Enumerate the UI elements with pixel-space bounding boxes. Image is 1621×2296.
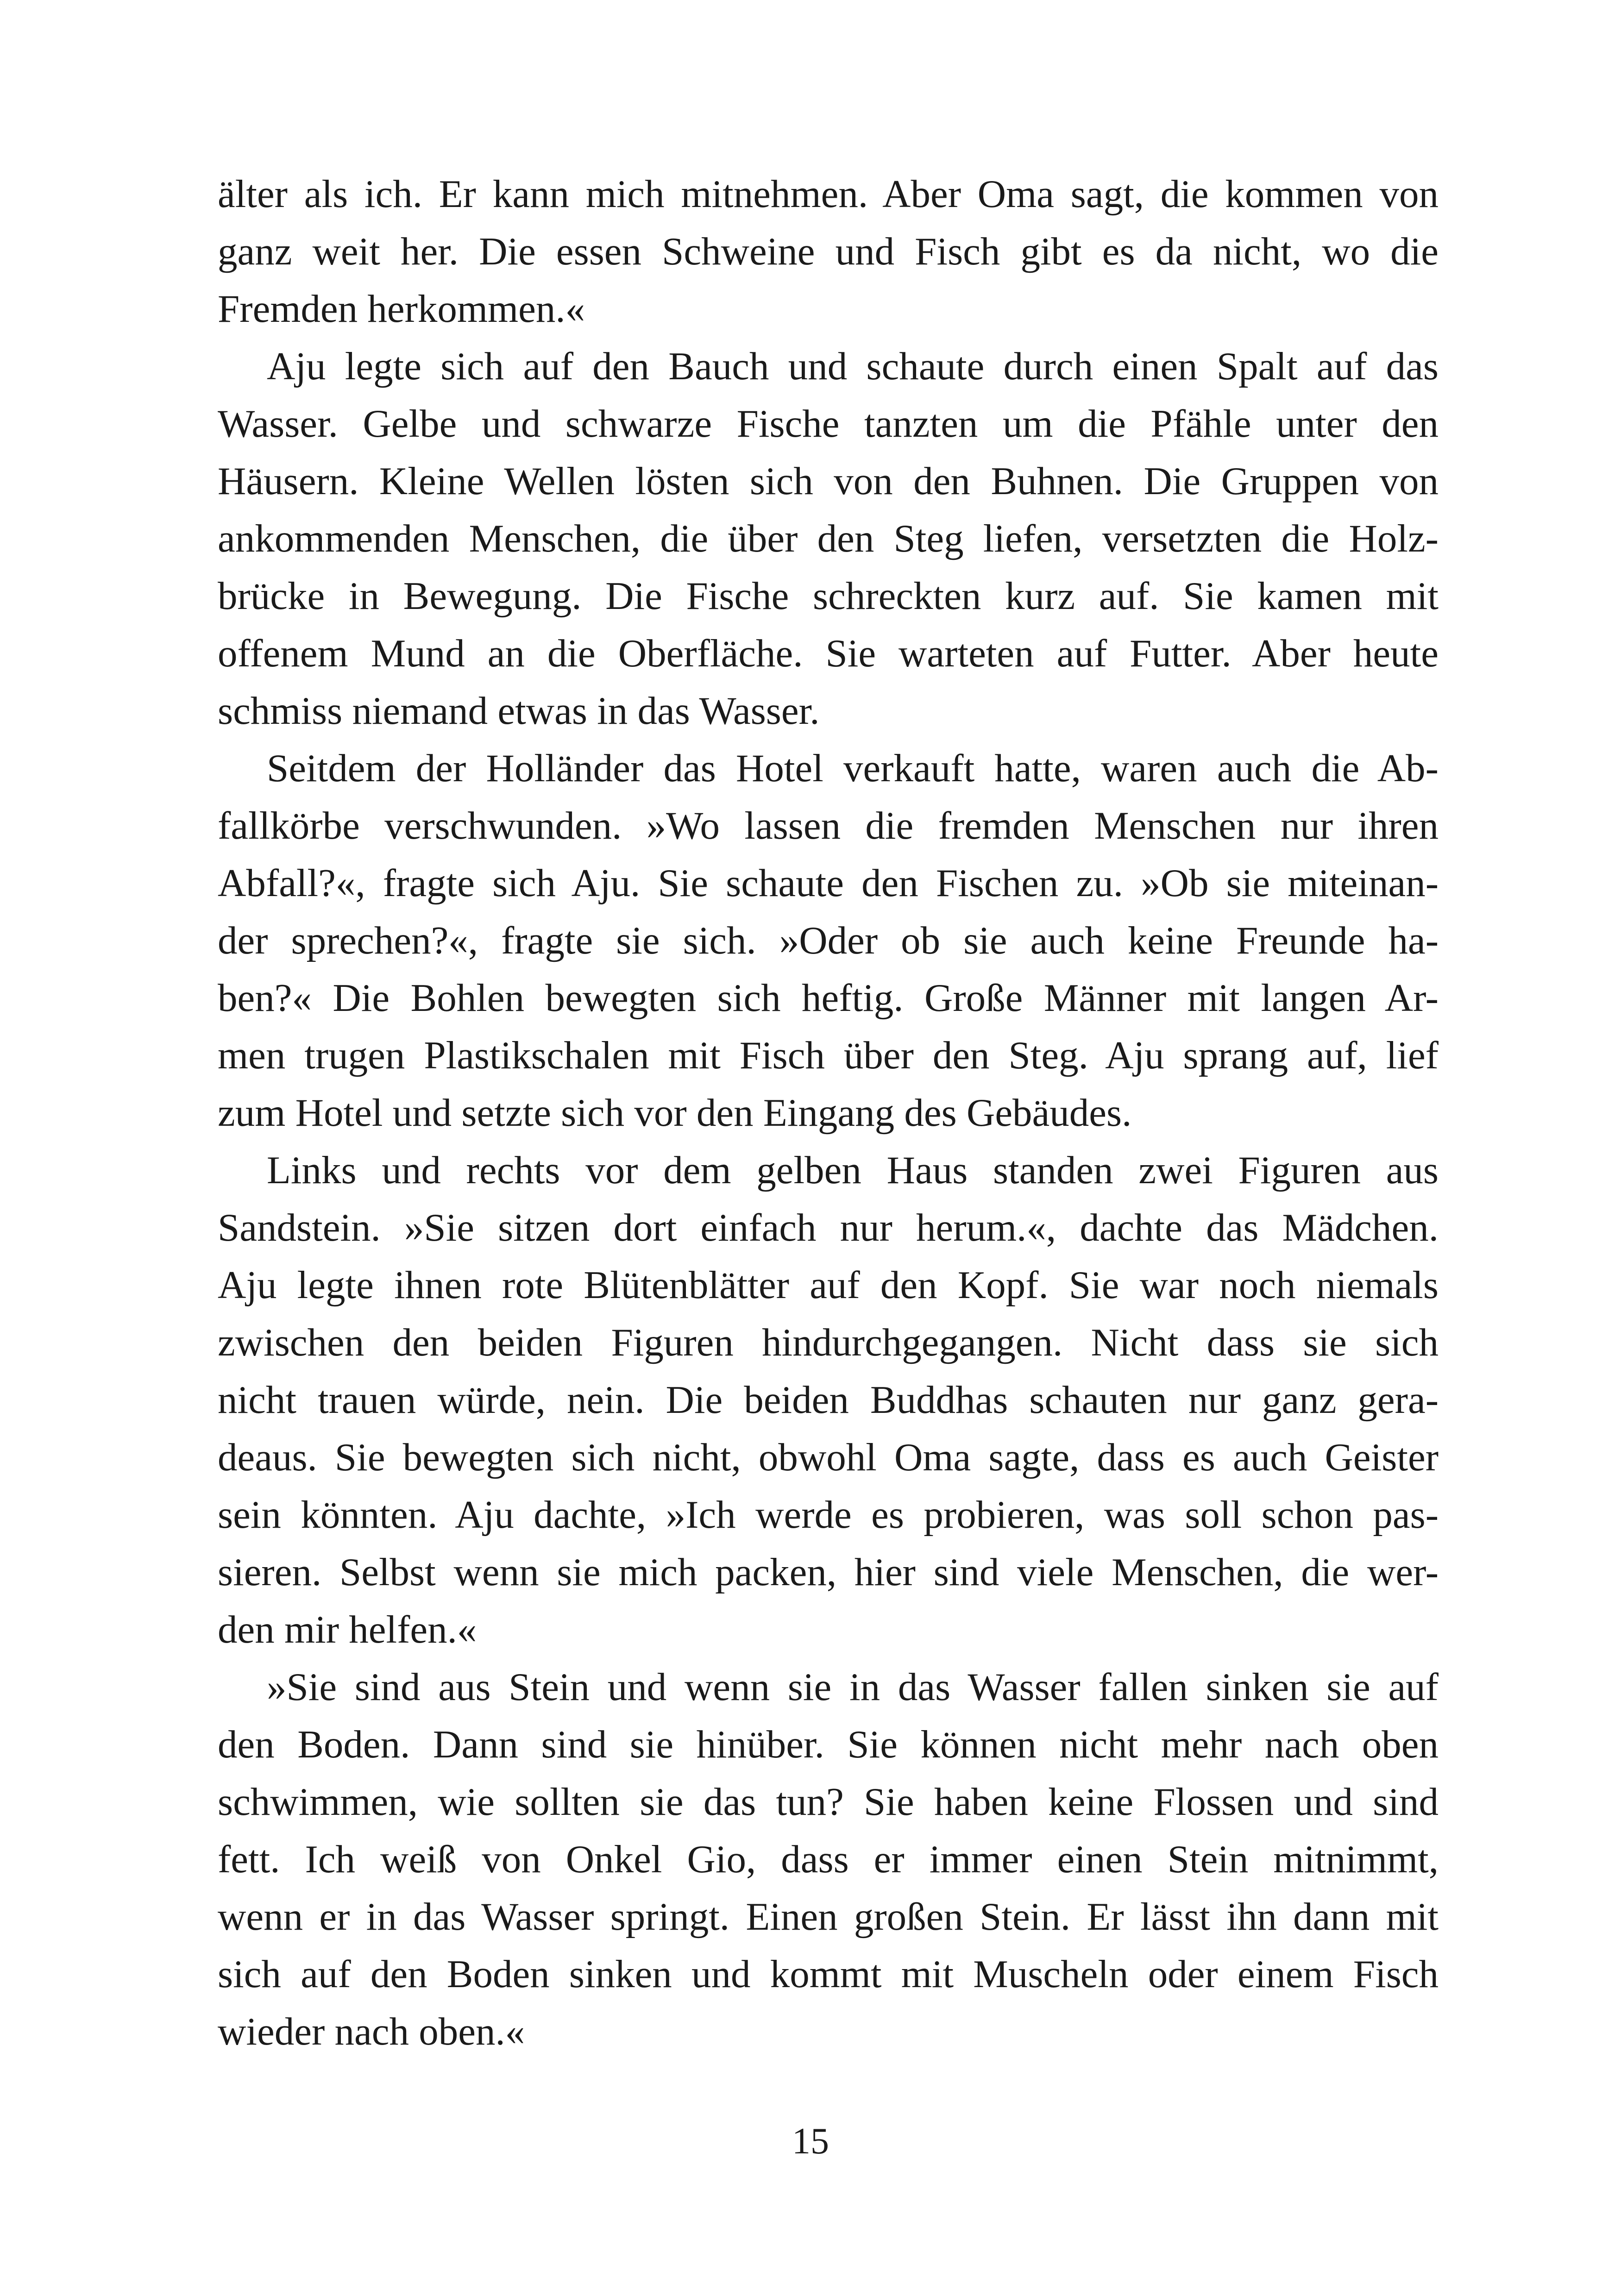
text-line: Wasser. Gelbe und schwarze Fische tanzten um die Pfähle unter den [218, 402, 1439, 445]
text-line: »Sie sind aus Stein und wenn sie in das Wasser fallen sinken sie auf [267, 1665, 1439, 1709]
text-line: ganz weit her. Die essen Schweine und Fisch gibt es da nicht, wo die [218, 230, 1439, 273]
paragraph-1 [218, 165, 1439, 338]
paragraph-5 [218, 1658, 1439, 2060]
text-line: der sprechen?«, fragte sie sich. »Oder ob sie auch keine Freunde ha- [218, 919, 1439, 962]
text-line: deaus. Sie bewegten sich nicht, obwohl Oma sagte, dass es auch Geister [218, 1436, 1439, 1479]
page-number: 15 [792, 2121, 829, 2162]
text-line: men trugen Plastikschalen mit Fisch über den Steg. Aju sprang auf, lief [218, 1034, 1439, 1077]
text-line: ben?« Die Bohlen bewegten sich heftig. Große Männer mit langen Ar- [218, 976, 1439, 1020]
text-line: Seitdem der Holländer das Hotel verkauft hatte, waren auch die Ab- [267, 747, 1439, 790]
text-line: fett. Ich weiß von Onkel Gio, dass er immer einen Stein mitnimmt, [218, 1838, 1439, 1881]
text-line: Abfall?«, fragte sich Aju. Sie schaute den Fischen zu. »Ob sie miteinan- [218, 861, 1439, 905]
text-line: sich auf den Boden sinken und kommt mit Muscheln oder einem Fisch [218, 1952, 1439, 1996]
text-line: zwischen den beiden Figuren hindurchgegangen. Nicht dass sie sich [218, 1321, 1439, 1364]
text-line: schmiss niemand etwas in das Wasser. [218, 689, 820, 733]
text-line: den mir helfen.« [218, 1608, 477, 1651]
text-line: den Boden. Dann sind sie hinüber. Sie können nicht mehr nach oben [218, 1723, 1439, 1766]
text-line: Häusern. Kleine Wellen lösten sich von den Buhnen. Die Gruppen von [218, 459, 1439, 503]
text-line: sein könnten. Aju dachte, »Ich werde es probieren, was soll schon pas- [218, 1493, 1439, 1537]
text-line: sieren. Selbst wenn sie mich packen, hier sind viele Menschen, die wer- [218, 1550, 1439, 1594]
text-line: wenn er in das Wasser springt. Einen großen Stein. Er lässt ihn dann mit [218, 1895, 1439, 1938]
text-line: nicht trauen würde, nein. Die beiden Buddhas schauten nur ganz gera- [218, 1378, 1439, 1422]
text-line: Aju legte ihnen rote Blütenblätter auf den Kopf. Sie war noch niemals [218, 1263, 1439, 1307]
text-line: Sandstein. »Sie sitzen dort einfach nur herum.«, dachte das Mädchen. [218, 1206, 1439, 1249]
paragraph-4 [218, 1142, 1439, 1658]
text-line: wieder nach oben.« [218, 2010, 525, 2053]
paragraph-3 [218, 740, 1439, 1142]
text-line: älter als ich. Er kann mich mitnehmen. Aber Oma sagt, die kommen von [218, 172, 1439, 216]
paragraph-2 [218, 338, 1439, 740]
text-line: schwimmen, wie sollten sie das tun? Sie haben keine Flossen und sind [218, 1780, 1439, 1824]
text-line: ankommenden Menschen, die über den Steg liefen, versetzten die Holz- [218, 517, 1439, 560]
text-line: Aju legte sich auf den Bauch und schaute durch einen Spalt auf das [267, 345, 1439, 388]
text-line: Fremden herkommen.« [218, 287, 585, 331]
text-line: offenem Mund an die Oberfläche. Sie warteten auf Futter. Aber heute [218, 632, 1439, 675]
text-line: zum Hotel und setzte sich vor den Eingang des Gebäudes. [218, 1091, 1132, 1135]
text-line: fallkörbe verschwunden. »Wo lassen die fremden Menschen nur ihren [218, 804, 1439, 847]
body-text [218, 165, 1439, 2060]
text-line: brücke in Bewegung. Die Fische schreckten kurz auf. Sie kamen mit [218, 574, 1439, 618]
text-line: Links und rechts vor dem gelben Haus standen zwei Figuren aus [267, 1148, 1439, 1192]
